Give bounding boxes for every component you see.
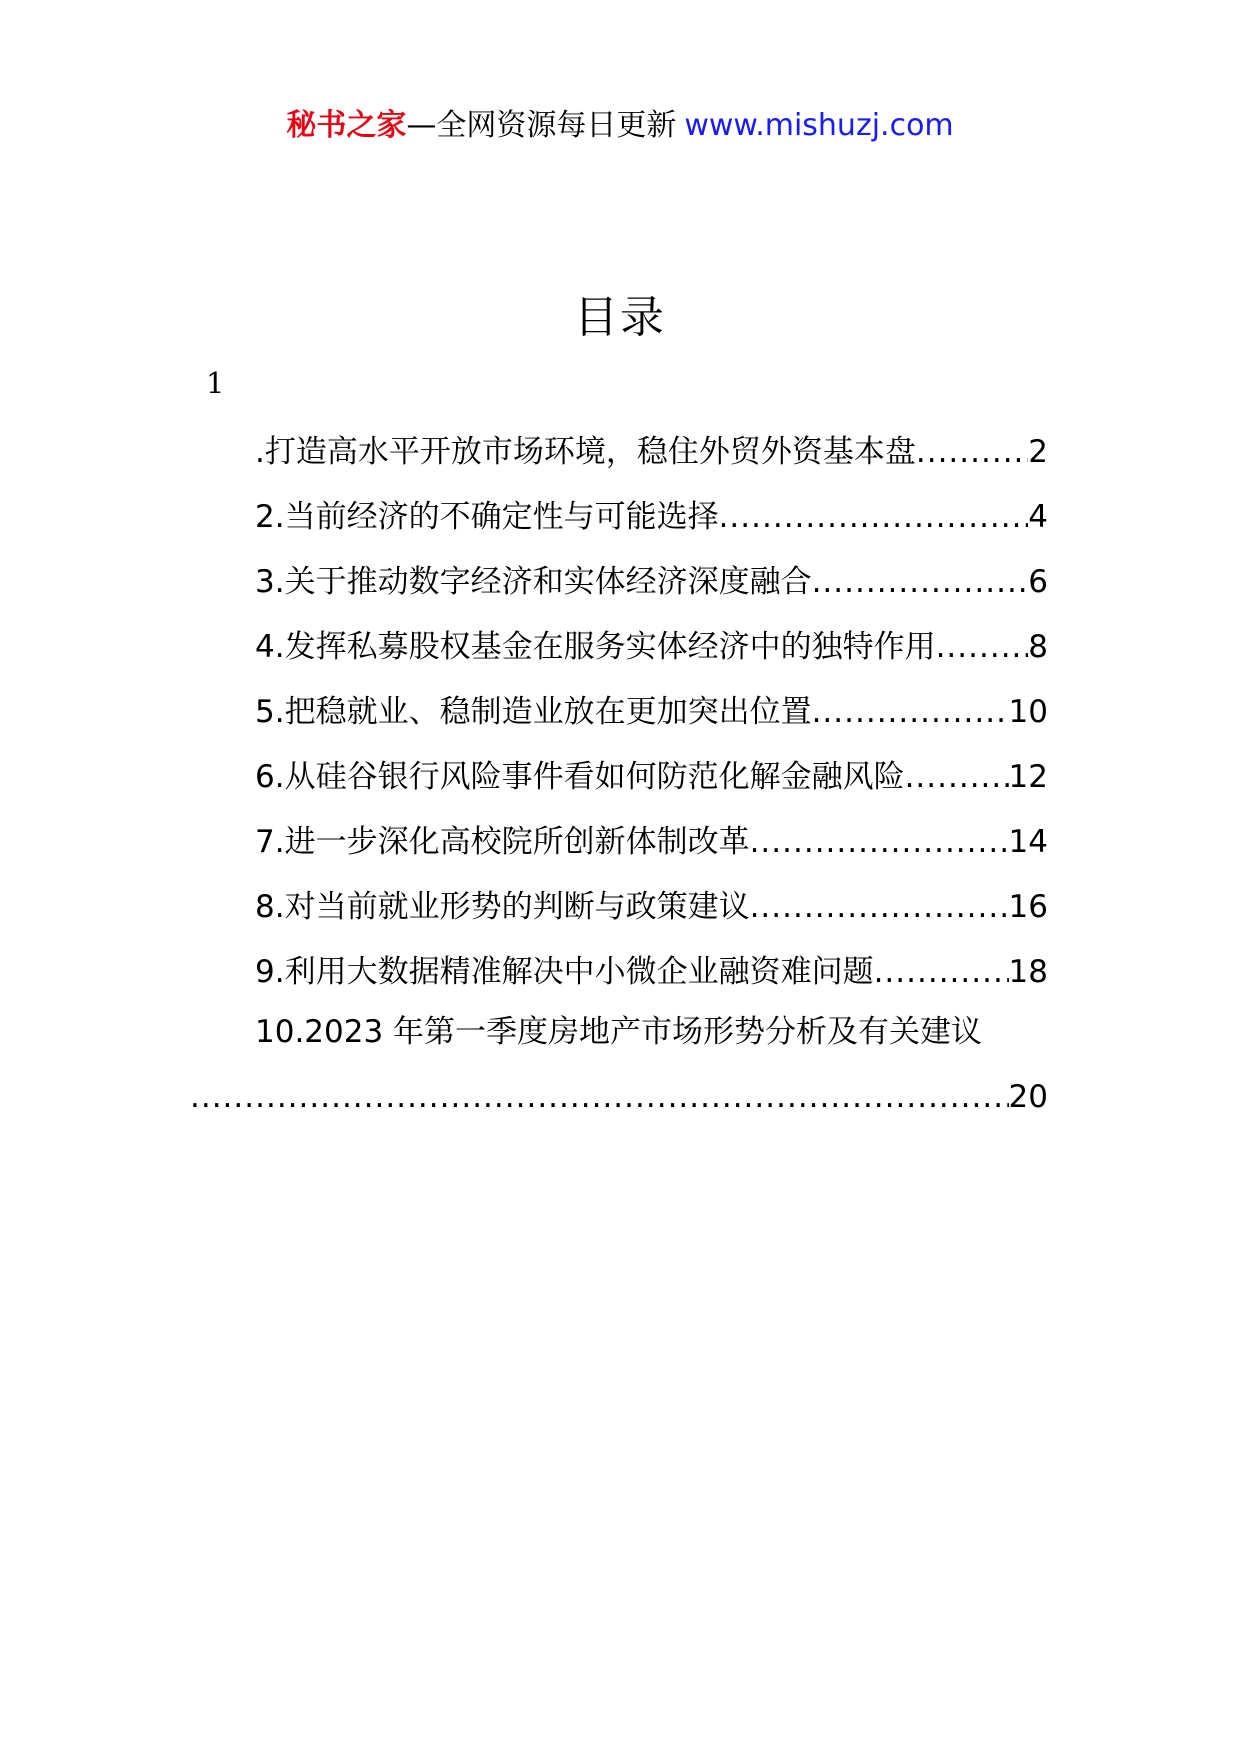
toc-entry-page: 20 bbox=[1008, 1079, 1048, 1115]
toc-entry-leader-line bbox=[190, 1070, 1048, 1135]
toc-entry-title: 9.利用大数据精准解决中小微企业融资难问题 bbox=[255, 954, 874, 990]
toc-entry[interactable] bbox=[255, 490, 1048, 555]
toc-entry-page: 8 bbox=[1028, 629, 1048, 665]
toc-leader-dots bbox=[719, 490, 1029, 544]
site-url-link[interactable]: www.mishuzj.com bbox=[684, 108, 954, 143]
toc-leader-dots bbox=[812, 555, 1029, 609]
page-marker: 1 bbox=[206, 366, 225, 400]
toc-entry[interactable] bbox=[255, 815, 1048, 880]
toc-leader-dots bbox=[750, 815, 1009, 869]
toc-entry-page: 16 bbox=[1008, 889, 1048, 925]
brand-name: 秘书之家 bbox=[286, 108, 407, 143]
toc-leader-dots bbox=[750, 880, 1009, 934]
toc-entry[interactable] bbox=[255, 880, 1048, 945]
toc-title: 目录 bbox=[574, 292, 666, 343]
toc-entry[interactable] bbox=[255, 945, 1048, 1010]
toc-entry[interactable] bbox=[255, 620, 1048, 685]
toc-entry[interactable] bbox=[255, 555, 1048, 620]
toc-entry-title: 2.当前经济的不确定性与可能选择 bbox=[255, 499, 719, 535]
toc-entry-title: 10.2023 年第一季度房地产市场形势分析及有关建议 bbox=[255, 1014, 983, 1050]
toc-entry-page: 10 bbox=[1008, 694, 1048, 730]
toc-entry[interactable] bbox=[190, 1005, 1048, 1135]
toc-entry-title: 8.对当前就业形势的判断与政策建议 bbox=[255, 889, 750, 925]
toc-leader-dots bbox=[190, 1070, 1009, 1124]
toc-entry[interactable] bbox=[255, 685, 1048, 750]
toc-leader-dots bbox=[874, 945, 1009, 999]
toc-leader-dots bbox=[812, 685, 1009, 739]
toc-entry-title: 6.从硅谷银行风险事件看如何防范化解金融风险 bbox=[255, 759, 905, 795]
toc-entry-title: 5.把稳就业、稳制造业放在更加突出位置 bbox=[255, 694, 812, 730]
toc-entry-title: 7.进一步深化高校院所创新体制改革 bbox=[255, 824, 750, 860]
toc-entry[interactable] bbox=[255, 750, 1048, 815]
toc-entry[interactable] bbox=[255, 425, 1048, 490]
site-header bbox=[0, 100, 1240, 152]
toc-leader-dots bbox=[916, 425, 1028, 479]
toc-entry-page: 2 bbox=[1028, 434, 1048, 470]
toc-entry-title: 4.发挥私募股权基金在服务实体经济中的独特作用 bbox=[255, 629, 936, 665]
toc-leader-dots bbox=[936, 620, 1029, 674]
toc-entry-title: .打造高水平开放市场环境，稳住外贸外资基本盘 bbox=[255, 434, 916, 470]
toc-list bbox=[255, 425, 1048, 1010]
toc-entry-page: 4 bbox=[1028, 499, 1048, 535]
toc-entry-page: 6 bbox=[1028, 564, 1048, 600]
toc-entry-page: 14 bbox=[1008, 824, 1048, 860]
toc-entry-title: 3.关于推动数字经济和实体经济深度融合 bbox=[255, 564, 812, 600]
toc-leader-dots bbox=[905, 750, 1009, 804]
header-tagline: —全网资源每日更新 bbox=[406, 108, 677, 143]
toc-entry-page: 12 bbox=[1008, 759, 1048, 795]
toc-entry-page: 18 bbox=[1008, 954, 1048, 990]
